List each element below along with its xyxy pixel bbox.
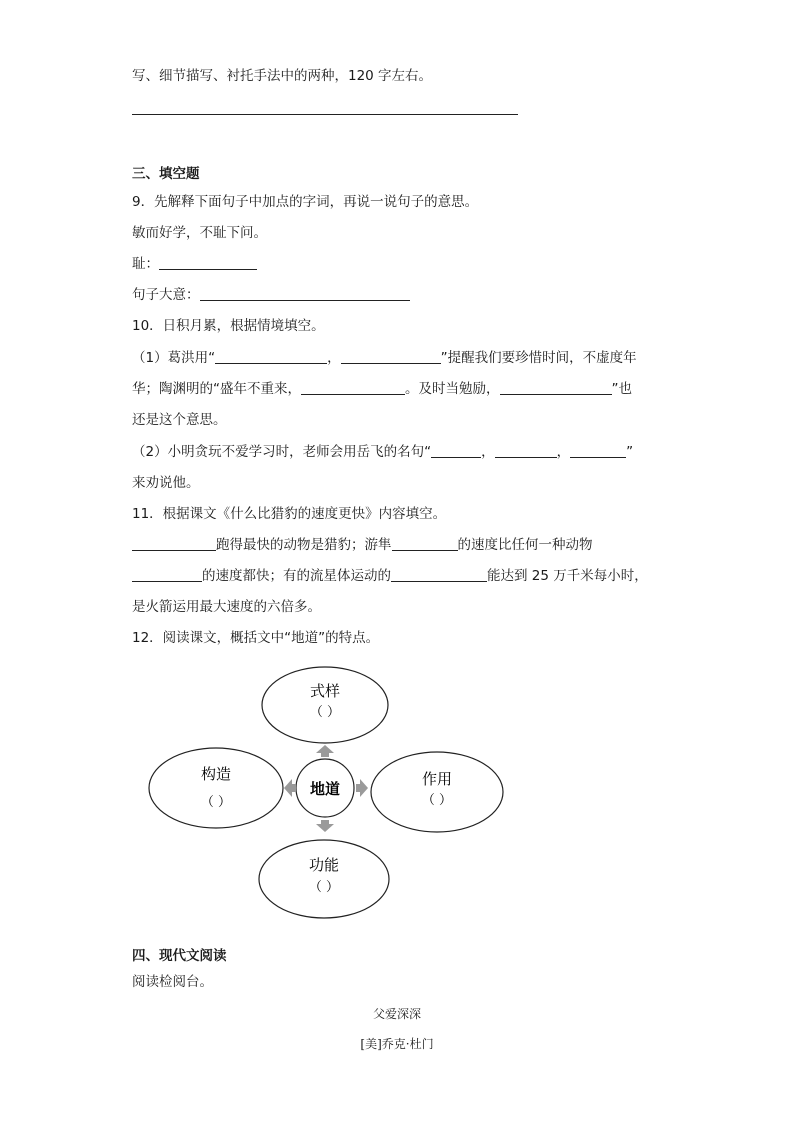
q10-p1-comma: ， — [327, 350, 341, 366]
answer-line[interactable] — [132, 114, 518, 115]
arrow-down-icon — [316, 820, 334, 832]
q11-blank-4[interactable] — [391, 567, 487, 582]
left-ellipse — [149, 748, 283, 828]
q10-blank-4[interactable] — [500, 380, 612, 395]
intro-tail: 写、细节描写、衬托手法中的两种，120 字左右。 — [132, 68, 433, 84]
section-4-title: 四、现代文阅读 — [132, 948, 227, 964]
q10-p2-row1 — [132, 442, 633, 462]
q10-p1-text-c: 华；陶渊明的“盛年不重来， — [132, 381, 301, 397]
q9-meaning-blank[interactable] — [200, 286, 410, 301]
q10-p1-text-d: ”也 — [611, 381, 632, 397]
right-paren[interactable]: （ ） — [421, 793, 453, 808]
top-paren[interactable]: （ ） — [309, 705, 341, 720]
section-3-title: 三、填空题 — [132, 166, 200, 182]
q10-p1-row3: 还是这个意思。 — [132, 412, 227, 428]
q10-prompt: 10．日积月累，根据情境填空。 — [132, 318, 325, 334]
q10-p2-row2: 来劝说他。 — [132, 475, 200, 491]
q10-p1-text-b: ”提醒我们要珍惜时间，不虚度年 — [440, 350, 637, 366]
q10-p1-row1 — [132, 348, 637, 368]
q11-blank-1[interactable] — [132, 536, 216, 551]
q11-text-c: 的速度都快；有的流星体运动的 — [202, 568, 391, 584]
left-label: 构造 — [200, 765, 232, 783]
q10-p2-comma-1: ， — [481, 444, 495, 460]
q10-p1-text-a: （1）葛洪用“ — [132, 350, 216, 366]
right-label: 作用 — [421, 770, 453, 788]
q10-p1-row2 — [132, 379, 632, 399]
article-title: 父爱深深 — [372, 1007, 421, 1021]
q12-prompt: 12．阅读课文，概括文中“地道”的特点。 — [132, 630, 380, 646]
q11-row2 — [132, 566, 648, 586]
q10-p1-text-period: 。及时当勉励， — [405, 381, 500, 397]
q10-p2-comma-2: ， — [556, 444, 571, 460]
q9-meaning-label: 句子大意： — [132, 287, 200, 303]
arrow-right-icon — [356, 779, 368, 797]
q11-text-a: 跑得最快的动物是猎豹；游隼 — [216, 537, 392, 553]
arrow-left-icon — [284, 779, 296, 797]
section-4-intro: 阅读检阅台。 — [132, 974, 213, 990]
q11-text-d: 能达到 25 万千米每小时， — [487, 568, 648, 584]
article-author: [美]乔克·杜门 — [360, 1037, 434, 1051]
q10-blank-7[interactable] — [570, 443, 626, 458]
q11-row3: 是火箭运用最大速度的六倍多。 — [132, 599, 321, 615]
center-label: 地道 — [309, 780, 341, 798]
left-paren[interactable]: （ ） — [200, 795, 232, 810]
q11-row1 — [132, 535, 593, 555]
bottom-label: 功能 — [308, 856, 340, 874]
q10-blank-5[interactable] — [431, 443, 481, 458]
right-ellipse — [371, 752, 503, 832]
q9-chi-label: 耻： — [132, 256, 159, 272]
q12-diagram — [0, 660, 794, 940]
q10-blank-6[interactable] — [495, 443, 557, 458]
q10-blank-2[interactable] — [341, 349, 441, 364]
q10-p2-close-quote: ” — [626, 444, 634, 460]
bottom-ellipse — [259, 840, 389, 918]
q9-chi-blank[interactable] — [159, 255, 257, 270]
bottom-paren[interactable]: （ ） — [308, 880, 340, 895]
q11-blank-2[interactable] — [392, 536, 458, 551]
q11-blank-3[interactable] — [132, 567, 202, 582]
q9-meaning-row — [132, 285, 410, 305]
q9-chi-row — [132, 254, 257, 274]
q9-sentence: 敏而好学，不耻下问。 — [132, 225, 267, 241]
q9-prompt: 9．先解释下面句子中加点的字词，再说一说句子的意思。 — [132, 194, 479, 210]
arrow-up-icon — [316, 745, 334, 757]
top-label: 式样 — [309, 682, 341, 700]
q11-prompt: 11．根据课文《什么比猎豹的速度更快》内容填空。 — [132, 506, 447, 522]
q10-blank-3[interactable] — [301, 380, 405, 395]
q11-text-b: 的速度比任何一种动物 — [457, 537, 593, 553]
q10-p2-text-a: （2）小明贪玩不爱学习时，老师会用岳飞的名句“ — [132, 444, 432, 460]
q10-blank-1[interactable] — [215, 349, 327, 364]
